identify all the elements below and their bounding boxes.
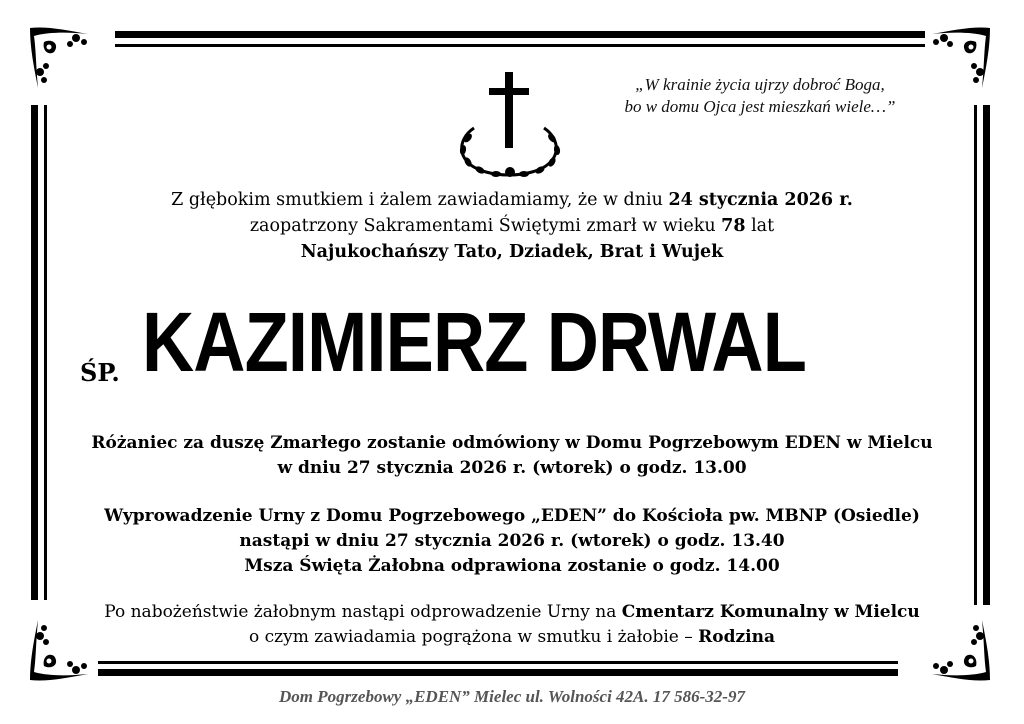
quote-line-1: „W krainie życia ujrzy dobroć Boga, [635, 75, 885, 94]
frame-bottom-thin [98, 661, 898, 664]
age-value: 78 [721, 216, 746, 236]
deceased-name: KAZIMIERZ DRWAL [142, 295, 806, 389]
age-unit: lat [745, 216, 775, 236]
burial-line-1 [90, 600, 934, 625]
quote-line-2: bo w domu Ojca jest mieszkań wiele…” [624, 97, 896, 116]
cross-icon [489, 72, 529, 148]
burial-text: Po nabożeństwie żałobnym nastąpi odprowadzenie Urny na [104, 602, 622, 622]
rosary-line-2: w dniu 27 stycznia 2026 r. (wtorek) o godz. 13.00 [277, 458, 747, 478]
name-prefix: ŚP. [80, 358, 120, 387]
frame-right-thin [974, 105, 977, 605]
burial-info [90, 600, 934, 650]
procession-line-2: nastąpi w dniu 27 stycznia 2026 r. (wtorek) o godz. 13.40 [239, 531, 785, 551]
announcement-intro [100, 187, 924, 265]
intro-line-2 [100, 213, 924, 239]
frame-top-thin [115, 44, 925, 47]
frame-top-thick [115, 31, 925, 38]
procession-info [90, 504, 934, 579]
frame-left-thin [44, 105, 47, 600]
frame-right-thick [983, 105, 990, 605]
floral-corner-icon [26, 612, 98, 684]
rosary-line-1: Różaniec za duszę Zmarłego zostanie odmówiony w Domu Pogrzebowym EDEN w Mielcu [91, 433, 933, 453]
intro-line-1 [100, 187, 924, 213]
floral-corner-icon [26, 24, 98, 96]
procession-line-1: Wyprowadzenie Urny z Domu Pogrzebowego „EDEN” do Kościoła pw. MBNP (Osiedle) [104, 506, 920, 526]
rosary-info [90, 431, 934, 481]
sacraments-text: zaopatrzony Sakramentami Świętymi zmarł w wieku [249, 216, 722, 236]
bible-quote [585, 74, 935, 118]
intro-text: Z głębokim smutkiem i żalem zawiadamiamy, że w dniu [171, 190, 669, 210]
frame-left-thick [31, 105, 38, 600]
cross-wreath-emblem [446, 68, 574, 180]
cemetery-name: Cmentarz Komunalny w Mielcu [621, 602, 920, 622]
family-text: o czym zawiadamia pogrążona w smutku i żałobie – [249, 627, 699, 647]
funeral-home-footer: Dom Pogrzebowy „EDEN” Mielec ul. Wolności 42A. 17 586-32-97 [279, 687, 745, 706]
relations: Najukochańszy Tato, Dziadek, Brat i Wujek [300, 242, 724, 262]
death-date: 24 stycznia 2026 r. [668, 190, 853, 210]
burial-line-2 [90, 625, 934, 650]
procession-line-3: Msza Święta Żałobna odprawiona zostanie o godz. 14.00 [244, 556, 780, 576]
family-signature: Rodzina [698, 627, 775, 647]
frame-bottom-thick [98, 669, 898, 676]
